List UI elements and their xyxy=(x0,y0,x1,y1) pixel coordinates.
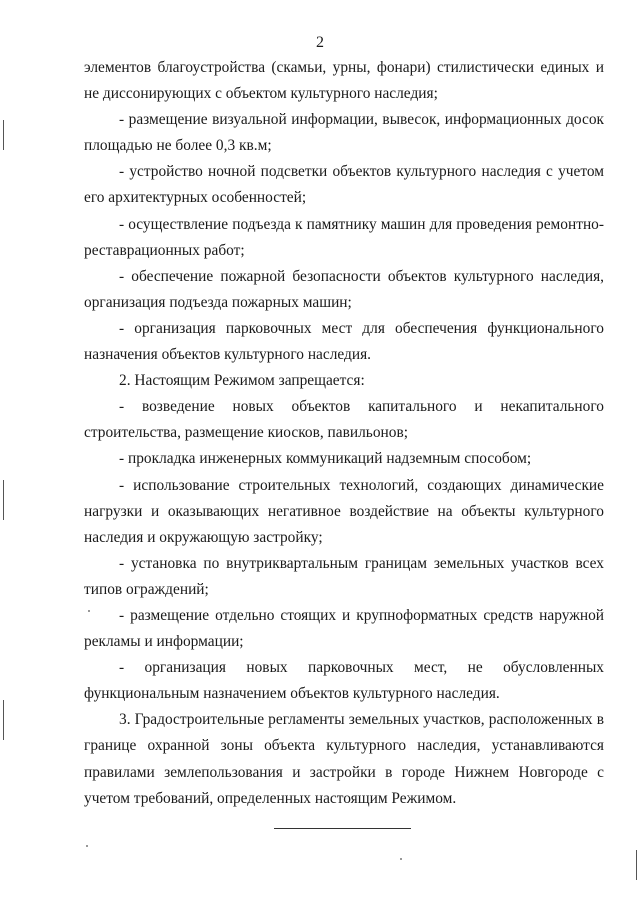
document-body xyxy=(84,55,604,812)
list-item: - прокладка инженерных коммуникаций надземным способом; xyxy=(119,450,532,468)
list-item: - использование строительных технологий, создающих динамические нагрузки и оказывающих негативное воздействие на объекты культурного наследия и окружающую застройку; xyxy=(84,476,604,546)
list-item: - размещение отдельно стоящих и крупноформатных средств наружной рекламы и информации; xyxy=(84,606,604,651)
scan-speck xyxy=(88,610,90,612)
scan-speck xyxy=(400,858,402,860)
list-item: - обеспечение пожарной безопасности объектов культурного наследия, организация подъезда пожарных машин; xyxy=(84,267,604,311)
list-item: - устройство ночной подсветки объектов культурного наследия с учетом его архитектурных особенностей; xyxy=(84,163,604,207)
section-paragraph: 3. Градостроительные регламенты земельных участков, расположенных в границе охранной зоны объекта культурного наследия, устанавливаются правилами землепользования и застройки в городе Нижнем Новгороде с учетом требований, определенных настоящим Режимом. xyxy=(84,711,604,807)
end-separator-line xyxy=(274,828,411,829)
list-item: - организация новых парковочных мест, не обусловленных функциональным назначением объектов культурного наследия. xyxy=(84,659,604,703)
list-item: - организация парковочных мест для обеспечения функционального назначения объектов культурного наследия. xyxy=(84,319,604,364)
scan-margin-mark xyxy=(636,850,637,880)
page-number: 2 xyxy=(316,34,324,51)
scan-speck xyxy=(86,845,88,847)
list-item: - установка по внутриквартальным границам земельных участков всех типов ограждений; xyxy=(84,554,604,598)
scan-margin-mark xyxy=(3,120,4,150)
paragraph-continuation: элементов благоустройства (скамьи, урны, фонари) стилистически единых и не диссонирующих с объектом культурного наследия; xyxy=(84,59,604,103)
list-item: - возведение новых объектов капитального и некапитального строительства, размещение киосков, павильонов; xyxy=(84,398,604,442)
list-item: - размещение визуальной информации, вывесок, информационных досок площадью не более 0,3 кв.м; xyxy=(84,111,604,155)
section-heading: 2. Настоящим Режимом запрещается: xyxy=(119,372,365,390)
scan-margin-mark xyxy=(3,480,4,520)
scan-margin-mark xyxy=(3,700,4,740)
list-item: - осуществление подъезда к памятнику машин для проведения ремонтно-реставрационных работ; xyxy=(84,215,604,259)
